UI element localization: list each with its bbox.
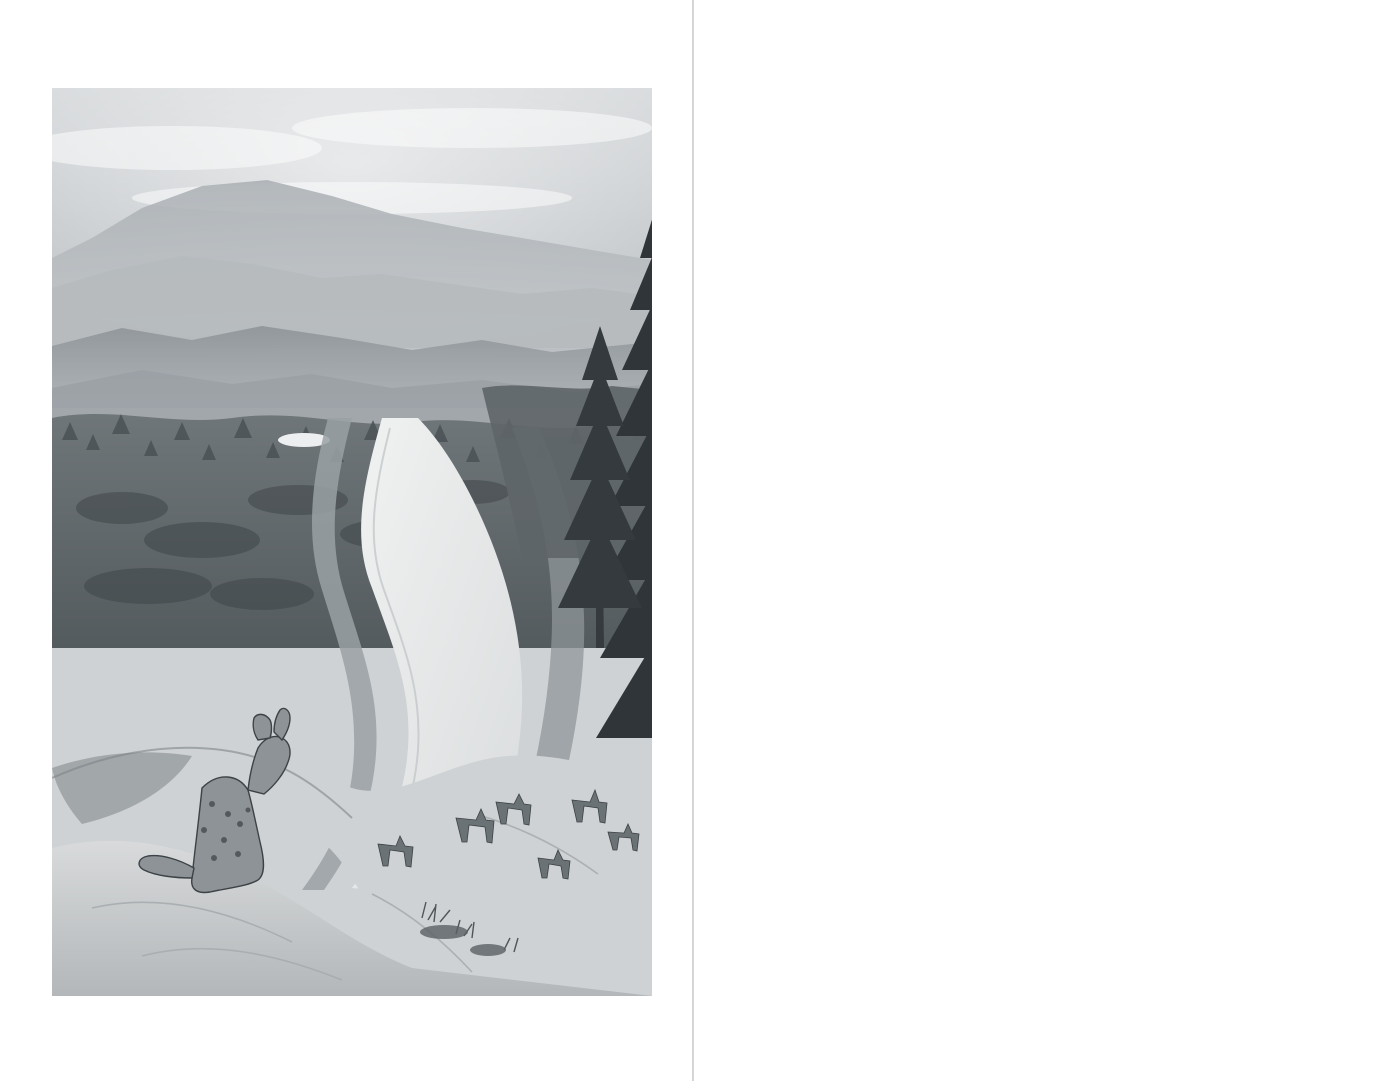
- lynx-overlooking-valley-illustration: [52, 88, 652, 996]
- page-number: [693, 1005, 1386, 1030]
- right-page: [693, 0, 1386, 1081]
